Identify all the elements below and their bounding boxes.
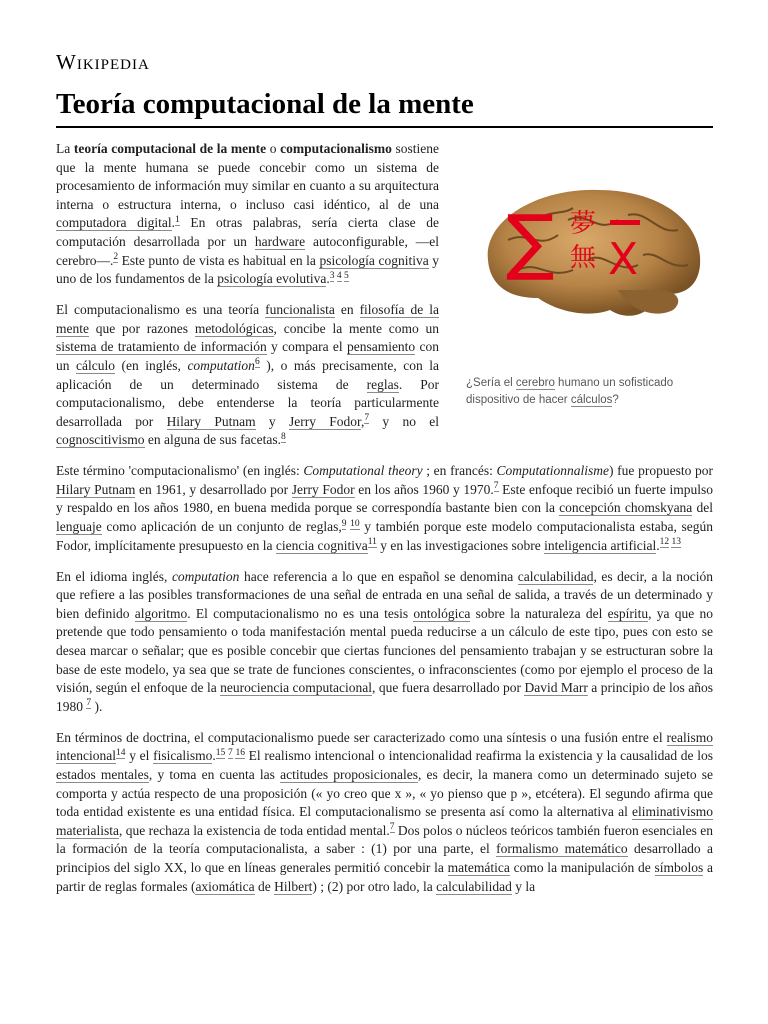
paragraph-1: La teoría computacional de la mente o computacionalismo sostiene que la mente humana se puede concebir como un sistema de procesamiento de información muy similar en cuanto a su arquitectura interna o estructura interna, o incluso casi idéntico, al de una computadora digital.$^1$ En otras palabras, sería cierta clase de computación desarrollada por un hardware autoconfigurable, —el cerebro—.$^2$ Este punto de vista es habitual en la psicología cognitiva y uno de los fundamentos de la psicología evolutiva.$^{3 4 5}$ [56,141,440,287]
kanji-mu: 無 [570,243,597,273]
paragraph-3: Este término 'computacionalismo' (en inglés: Computational theory ; en francés: Computationnalisme) fue propuesto por Hilary Putnam en 1961, y desarrollado por Jerry Fodor en los años 1960 y 1970.$^7$ Este enfoque recibió un fuerte impulso y respaldo en los años 1980, en buena medida porque se correspondía bastante bien con la concepción chomskyana del lenguaje como aplicación de un conjunto de reglas,$^{9 10}$ y también porque este modelo computacionalista estaba, según Fodor, implícitamente presupuesto en la ciencia cognitiva$^{11}$ y en las investigaciones sobre inteligencia artificial.$^{12 13}$ [56,463,714,553]
paragraph-4: En el idioma inglés, computation hace referencia a lo que en español se denomina calculabilidad, es decir, a la noción que refiere a las posibles transformaciones de una señal de entrada en una señal de salida, a través de un determinado y bien definido algoritmo. El computacionalismo no es una tesis ontológica sobre la naturaleza del espíritu, ya que no pretende que todo pensamiento o toda manifestación mental pueda reducirse a un cálculo de este tipo, pues con esto se desea marcar o señalar; que es posible concebir que ciertas funciones del pensamiento trabajan y se estructuran sobre la base de este modelo, ya sea que se trate de funciones conscientes, o infraconscientes (como por ejemplo el proceso de la visión, según el enfoque de la neurociencia computacional, que fuera desarrollado por David Marr a principio de los años 1980 $^7$ ). [56,568,714,714]
link-calculos[interactable]: cálculos [570,394,613,406]
sigma-symbol: ∑ [506,199,555,283]
wikipedia-wordmark[interactable]: Wikipedia [56,50,150,74]
paragraph-2: El computacionalismo es una teoría funcionalista en filosofía de la mente que por razones metodológicas, concibe la mente como un sistema de tratamiento de información y compara el pensamiento con un cálculo (en inglés, computation$^6$ ), o más precisamente, con la aplicación de un determinado sistema de reglas. Por computacionalismo, debe entenderse la teoría particularmente desarrollada por Hilary Putnam y Jerry Fodor,$^7$ y no el cognoscitivismo en alguna de sus facetas.$^8$ [56,302,440,448]
x-symbol: X [608,234,639,285]
paragraph-5: En términos de doctrina, el computacionalismo puede ser caracterizado como una síntesis o una fusión entre el realismo intencional$^{14}$ y el fisicalismo.$^{15 7 16}$ El realismo intencional o intencionalidad reafirma la existencia y la causalidad de los estados mentales, y toma en cuenta las actitudes proposicionales, es decir, la manera como un determinado sujeto se comporta y actúa respecto de una proposición (« yo creo que x », « yo pienso que p », etcétera). El segundo afirma que toda entidad existente es una entidad física. El computacionalismo se presenta así como la alternativa al eliminativismo materialista, que rechaza la existencia de toda entidad mental.$^7$ Dos polos o núcleos teóricos también fueron esenciales en la formación de la teoría computacionalista, a saber : (1) por una parte, el formalismo matemático desarrollado a principios del siglo XX, lo que en líneas generales permitió concebir la matemática como la manipulación de símbolos a partir de reglas formales (axiomática de Hilbert) ; (2) por otro lado, la calculabilidad y la [56,729,714,894]
figure-caption: ¿Sería el cerebro humano un sofisticado dispositivo de hacer cálculos? [466,377,674,406]
link-cerebro[interactable]: cerebro [515,377,555,389]
page-title: Teoría computacional de la mente [56,84,713,128]
kanji-yume: 夢 [570,209,597,239]
article-body [56,140,713,909]
